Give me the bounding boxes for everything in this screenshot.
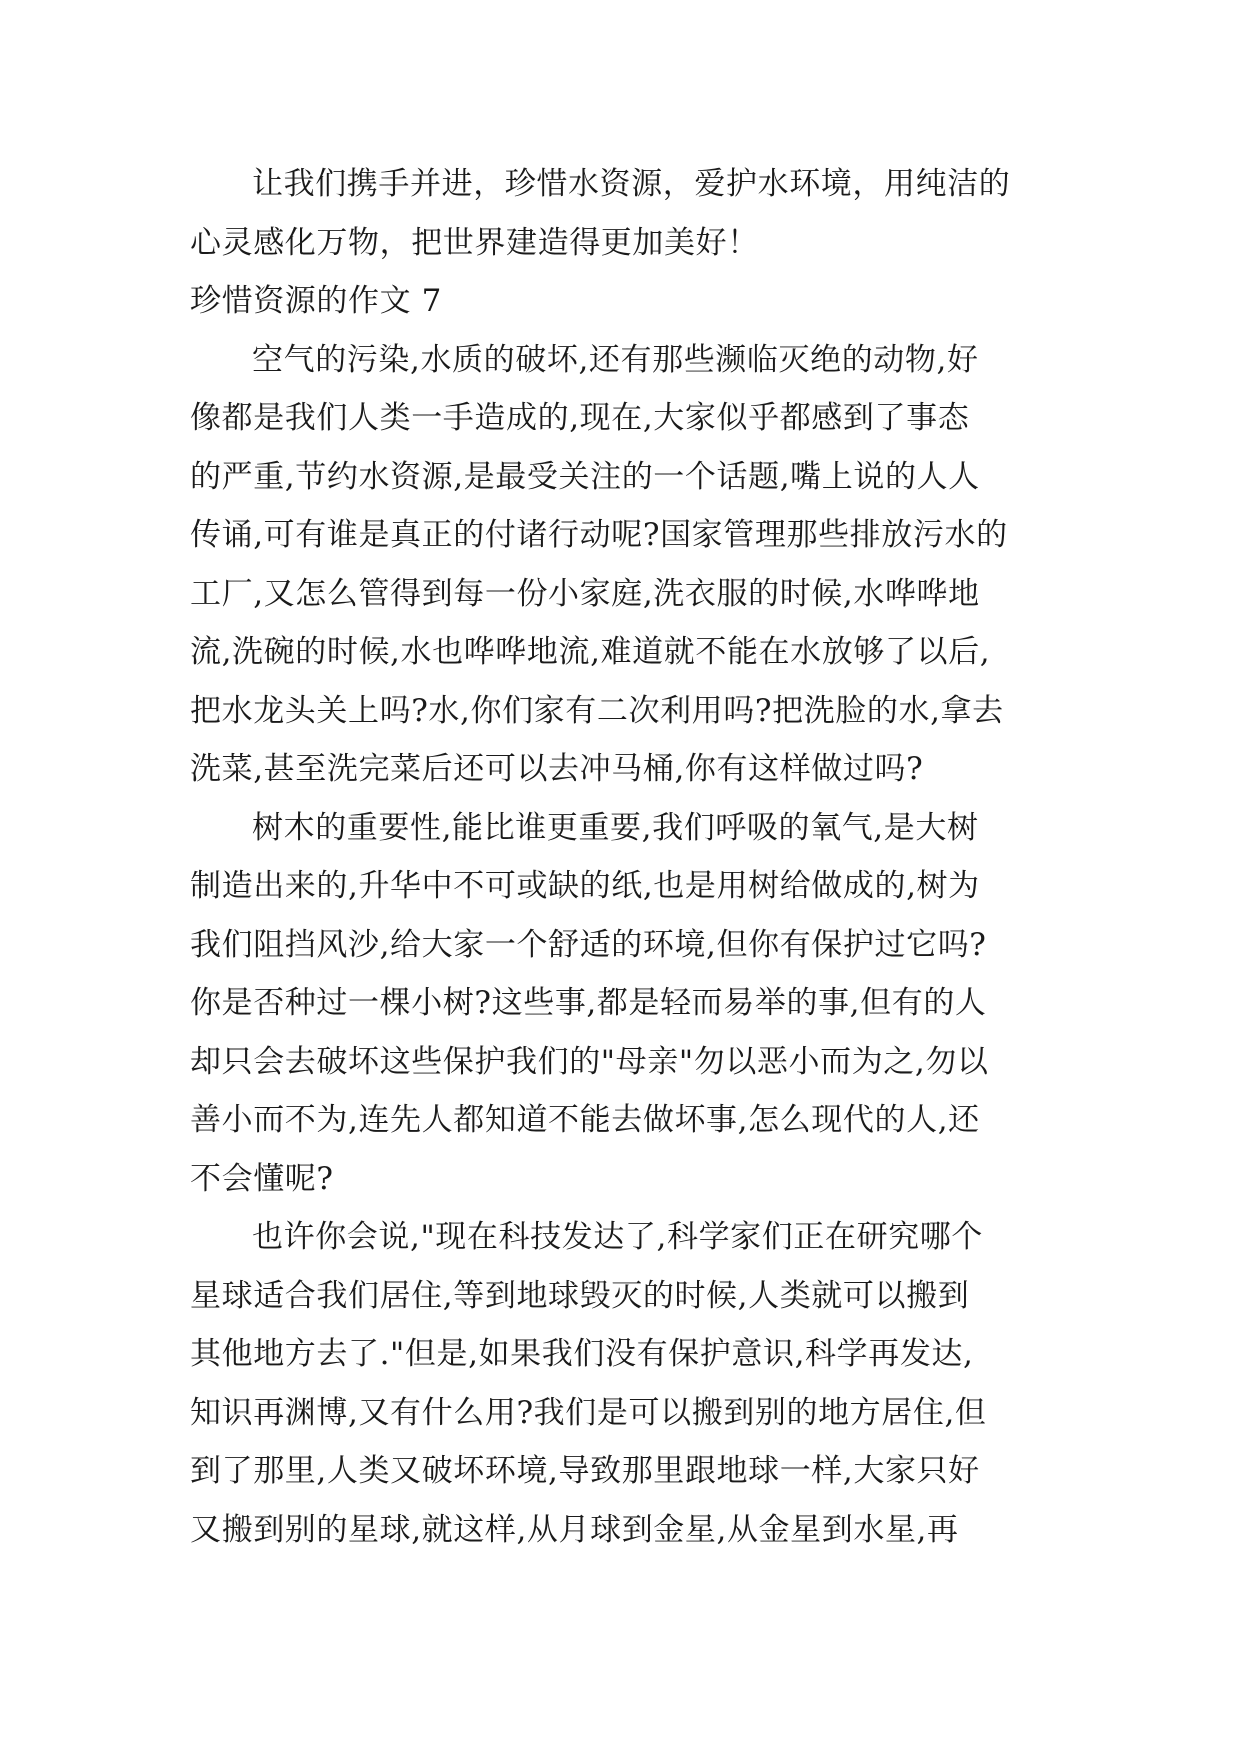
text-line: 却只会去破坏这些保护我们的"母亲"勿以恶小而为之,勿以 [190, 1043, 989, 1080]
text-line: 也许你会说,"现在科技发达了,科学家们正在研究哪个 [252, 1219, 983, 1255]
text-line: 工厂,又怎么管得到每一份小家庭,洗衣服的时候,水哗哗地 [190, 575, 980, 612]
paragraph-trees [190, 799, 1060, 1209]
text-line: 传诵,可有谁是真正的付诸行动呢?国家管理那些排放污水的 [190, 517, 1008, 553]
text-line: 制造出来的,升华中不可或缺的纸,也是用树给做成的,树为 [190, 868, 980, 904]
text-line: 把水龙头关上吗?水,你们家有二次利用吗?把洗脸的水,拿去 [190, 692, 1004, 729]
text-line: 你是否种过一棵小树?这些事,都是轻而易举的事,但有的人 [190, 985, 987, 1021]
text-line: 其他地方去了."但是,如果我们没有保护意识,科学再发达, [190, 1336, 974, 1372]
text-line: 不会懂呢? [190, 1160, 334, 1197]
paragraph-technology [190, 1208, 1060, 1559]
text-line: 像都是我们人类一手造成的,现在,大家似乎都感到了事态 [190, 400, 970, 436]
text-line: 洗菜,甚至洗完菜后还可以去冲马桶,你有这样做过吗? [190, 751, 924, 787]
text-line: 树木的重要性,能比谁更重要,我们呼吸的氧气,是大树 [252, 809, 979, 846]
text-line: 到了那里,人类又破坏环境,导致那里跟地球一样,大家只好 [190, 1453, 980, 1489]
intro-paragraph [190, 155, 1060, 272]
text-line: 善小而不为,连先人都知道不能去做坏事,怎么现代的人,还 [190, 1102, 980, 1138]
document-body [190, 155, 1060, 1559]
text-line: 空气的污染,水质的破坏,还有那些濒临灭绝的动物,好 [252, 341, 979, 378]
paragraph-air-water [190, 331, 1060, 799]
text-line: 的严重,节约水资源,是最受关注的一个话题,嘴上说的人人 [190, 458, 980, 495]
text-line: 心灵感化万物，把世界建造得更加美好！ [190, 224, 759, 261]
text-line: 我们阻挡风沙,给大家一个舒适的环境,但你有保护过它吗? [190, 926, 987, 963]
text-line: 星球适合我们居住,等到地球毁灭的时候,人类就可以搬到 [190, 1277, 970, 1314]
text-line: 流,洗碗的时候,水也哗哗地流,难道就不能在水放够了以后, [190, 634, 991, 670]
section-heading: 珍惜资源的作文 7 [190, 283, 442, 319]
text-line: 又搬到别的星球,就这样,从月球到金星,从金星到水星,再 [190, 1511, 959, 1548]
text-line: 让我们携手并进，珍惜水资源，爱护水环境，用纯洁的 [252, 166, 1011, 202]
text-line: 知识再渊博,又有什么用?我们是可以搬到别的地方居住,但 [190, 1394, 987, 1431]
